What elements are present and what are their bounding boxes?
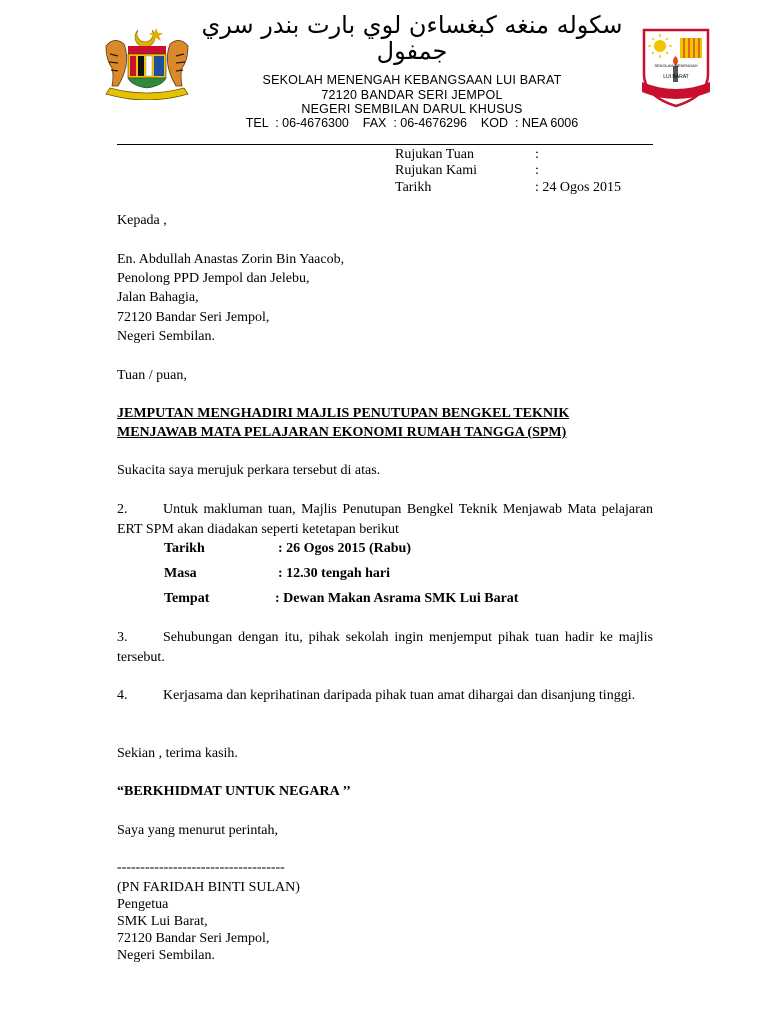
recipient-line: En. Abdullah Anastas Zorin Bin Yaacob,	[117, 252, 345, 267]
signature-line: ------------------------------------	[117, 860, 285, 875]
opening-line: Sukacita saya merujuk perkara tersebut di atas.	[117, 463, 381, 478]
school-name: SEKOLAH MENENGAH KEBANGSAAN LUI BARAT	[262, 73, 562, 87]
detail-value-date: : 26 Ogos 2015 (Rabu)	[278, 541, 412, 556]
ref-date-label: Tarikh	[395, 180, 432, 195]
ref-tuan-label: Rujukan Tuan	[395, 147, 474, 162]
paragraph-text: Sehubungan dengan itu, pihak sekolah ingin menjemput pihak tuan hadir ke majlis tersebut.	[117, 630, 653, 665]
school-name-jawi: سکوله منغه کبغساءن لوي بارت بندر سري جمفول	[201, 11, 623, 65]
recipient-line: Penolong PPD Jempol dan Jelebu,	[117, 271, 310, 286]
recipient-line: Jalan Bahagia,	[117, 290, 199, 305]
salutation: Tuan / puan,	[117, 368, 187, 383]
signatory-address: Negeri Sembilan.	[117, 948, 215, 963]
recipient-line: 72120 Bandar Seri Jempol,	[117, 310, 270, 325]
school-state: NEGERI SEMBILAN DARUL KHUSUS	[301, 102, 523, 116]
paragraph-3	[117, 628, 653, 668]
to-label: Kepada ,	[117, 213, 167, 228]
paragraph-text: Kerjasama dan keprihatinan daripada pihak tuan amat dihargai dan disanjung tinggi.	[163, 688, 636, 703]
paragraph-4	[117, 686, 653, 706]
paragraph-number: 3.	[117, 630, 128, 645]
signatory-name: (PN FARIDAH BINTI SULAN)	[117, 880, 300, 895]
paragraph-2	[117, 500, 653, 540]
paragraph-text: Untuk makluman tuan, Majlis Penutupan Bengkel Teknik Menjawab Mata pelajaran ERT SPM akan diadakan seperti ketetapan berikut	[117, 502, 653, 537]
crest-text-top: SEKOLAH MENENGAH	[654, 63, 698, 68]
detail-value-venue: : Dewan Makan Asrama SMK Lui Barat	[275, 591, 519, 606]
paragraph-number: 2.	[117, 502, 128, 517]
closing-line: Sekian , terima kasih.	[117, 746, 238, 761]
sign-off: Saya yang menurut perintah,	[117, 823, 278, 838]
recipient-line: Negeri Sembilan.	[117, 329, 215, 344]
detail-label-time: Masa	[164, 566, 197, 581]
subject-line-1: JEMPUTAN MENGHADIRI MAJLIS PENUTUPAN BENGKEL TEKNIK	[117, 406, 570, 421]
detail-label-date: Tarikh	[164, 541, 205, 556]
ref-date-value: : 24 Ogos 2015	[535, 180, 621, 195]
school-address: 72120 BANDAR SERI JEMPOL	[321, 88, 503, 102]
ref-tuan-value: :	[535, 147, 539, 162]
ref-kami-label: Rujukan Kami	[395, 163, 478, 178]
detail-value-time: : 12.30 tengah hari	[278, 566, 390, 581]
signatory-address: 72120 Bandar Seri Jempol,	[117, 931, 270, 946]
detail-label-venue: Tempat	[164, 591, 210, 606]
paragraph-number: 4.	[117, 688, 128, 703]
coat-of-arms-icon	[100, 24, 194, 100]
contact-line: TEL : 06-4676300 FAX : 06-4676296 KOD : NEA 6006	[245, 116, 579, 130]
header-divider	[117, 144, 653, 145]
signatory-org: SMK Lui Barat,	[117, 914, 208, 929]
ref-kami-value: :	[535, 163, 539, 178]
crest-text-bottom: LUI BARAT	[663, 74, 689, 80]
subject-line-2: MENJAWAB MATA PELAJARAN EKONOMI RUMAH TANGGA (SPM)	[117, 425, 567, 440]
signatory-title: Pengetua	[117, 897, 169, 912]
motto: “BERKHIDMAT UNTUK NEGARA ’’	[117, 784, 351, 799]
school-crest-icon	[640, 26, 712, 110]
